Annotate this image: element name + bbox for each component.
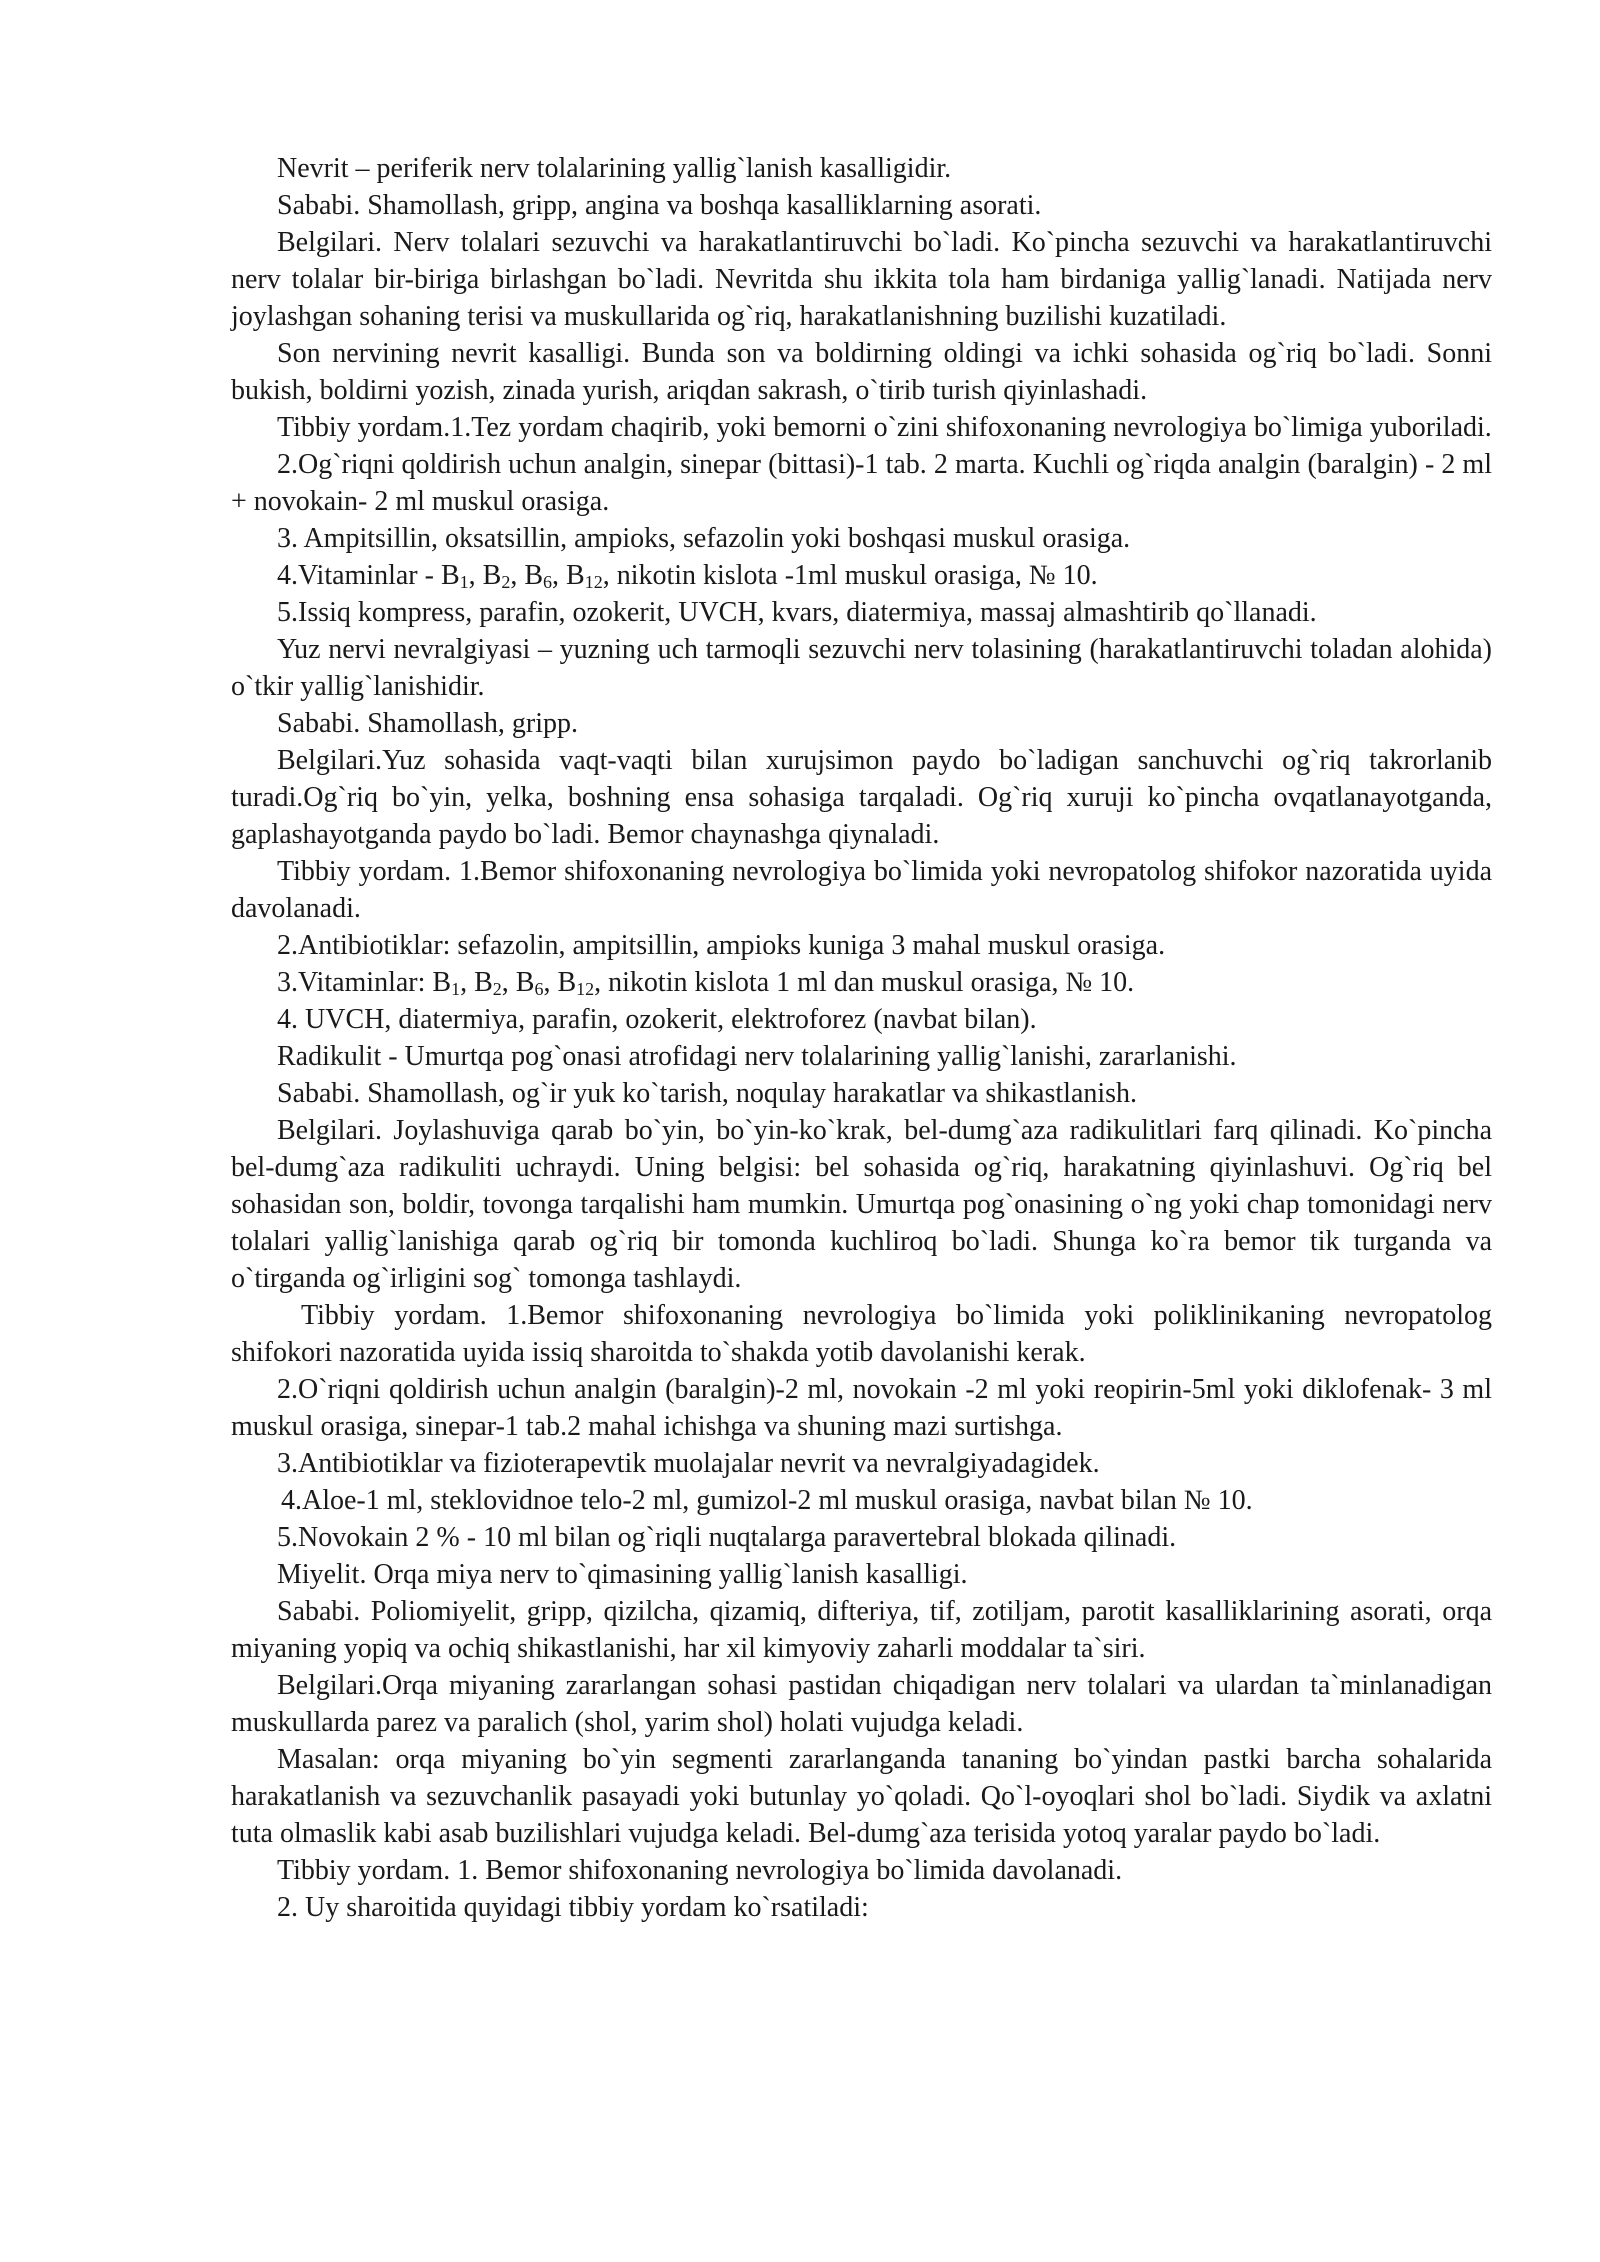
paragraph-p12 <box>231 742 1492 853</box>
paragraph-text: , B <box>460 967 493 998</box>
document-page <box>231 150 1492 1926</box>
paragraph-text: 2.Antibiotiklar: sefazolin, ampitsillin, ampioks kuniga 3 mahal muskul orasiga. <box>277 930 1166 961</box>
paragraph-p13 <box>231 853 1492 927</box>
paragraph-p09 <box>231 594 1492 631</box>
paragraph-p16 <box>231 1001 1492 1038</box>
paragraph-text: , B <box>552 560 585 591</box>
paragraph-text: Radikulit - Umurtqa pog`onasi atrofidagi nerv tolalarining yallig`lanishi, zararlanishi. <box>277 1041 1237 1072</box>
paragraph-p14 <box>231 927 1492 964</box>
paragraph-text: , B <box>543 967 577 998</box>
paragraph-text: Tibbiy yordam. 1. Bemor shifoxonaning nevrologiya bo`limida davolanadi. <box>277 1855 1123 1886</box>
paragraph-text: 3.Antibiotiklar va fizioterapevtik muolajalar nevrit va nevralgiyadagidek. <box>277 1448 1100 1479</box>
paragraph-text: , B <box>510 560 543 591</box>
paragraph-p08 <box>231 557 1492 594</box>
paragraph-p01 <box>231 150 1492 187</box>
paragraph-text: Belgilari. Joylashuviga qarab bo`yin, bo`yin-ko`krak, bel-dumg`aza radikulitlari farq qilinadi. Ko`pincha bel-dumg`aza radikuliti uchraydi. Uning belgisi: bel sohasida og`riq, harakatning qiyinlashuvi. Og`riq bel sohasidan son, boldir, tovonga tarqalishi ham mumkin. Umurtqa pog`onasining o`ng yoki chap tomonidagi nerv tolalari yallig`lanishiga qarab og`riq bir tomonda kuchliroq bo`ladi. Shunga ko`ra bemor tik turganda va o`tirganda og`irligini sog` tomonga tashlaydi. <box>231 1115 1492 1294</box>
paragraph-p19 <box>231 1112 1492 1297</box>
paragraph-text: Sababi. Shamollash, gripp, angina va boshqa kasalliklarning asorati. <box>277 190 1042 221</box>
paragraph-p15 <box>231 964 1492 1001</box>
paragraph-text: 3. Ampitsillin, oksatsillin, ampioks, sefazolin yoki boshqasi muskul orasiga. <box>277 523 1131 554</box>
subscript-text: 6 <box>534 979 544 999</box>
paragraph-text: Belgilari. Nerv tolalari sezuvchi va harakatlantiruvchi bo`ladi. Ko`pincha sezuvchi va harakatlantiruvchi nerv tolalar bir-biriga birlashgan bo`ladi. Nevritda shu ikkita tola ham birdaniga yallig`lanadi. Natijada nerv joylashgan sohaning terisi va muskullarida og`riq, harakatlanishning buzilishi kuzatiladi. <box>231 227 1492 332</box>
paragraph-p27 <box>231 1667 1492 1741</box>
paragraph-text: Miyelit. Orqa miya nerv to`qimasining yallig`lanish kasalligi. <box>277 1559 968 1590</box>
paragraph-text: , B <box>501 967 535 998</box>
paragraph-p20 <box>231 1297 1492 1371</box>
paragraph-p18 <box>231 1075 1492 1112</box>
paragraph-p02 <box>231 187 1492 224</box>
paragraph-p28 <box>231 1741 1492 1852</box>
paragraph-p17 <box>231 1038 1492 1075</box>
paragraph-text: 5.Novokain 2 % - 10 ml bilan og`riqli nuqtalarga paravertebral blokada qilinadi. <box>277 1522 1177 1553</box>
paragraph-text: Masalan: orqa miyaning bo`yin segmenti zararlanganda tananing bo`yindan pastki barcha sohalarida harakatlanish va sezuvchanlik pasayadi yoki butunlay yo`qoladi. Qo`l-oyoqlari shol bo`ladi. Siydik va axlatni tuta olmaslik kabi asab buzilishlari vujudga keladi. Bel-dumg`aza terisida yotoq yaralar paydo bo`ladi. <box>231 1744 1492 1849</box>
paragraph-p03 <box>231 224 1492 335</box>
paragraph-p26 <box>231 1593 1492 1667</box>
paragraph-p07 <box>231 520 1492 557</box>
paragraph-text: Son nervining nevrit kasalligi. Bunda son va boldirning oldingi va ichki sohasida og`riq bo`ladi. Sonni bukish, boldirni yozish, zinada yurish, ariqdan sakrash, o`tirib turish qiyinlashadi. <box>231 338 1492 406</box>
paragraph-text: , B <box>468 560 502 591</box>
paragraph-p25 <box>231 1556 1492 1593</box>
paragraph-text: Nevrit – periferik nerv tolalarining yallig`lanish kasalligidir. <box>277 153 952 184</box>
paragraph-p23 <box>231 1482 1492 1519</box>
paragraph-text: Tibbiy yordam.1.Tez yordam chaqirib, yoki bemorni o`zini shifoxonaning nevrologiya bo`limiga yuboriladi. <box>277 412 1492 443</box>
paragraph-text: Belgilari.Yuz sohasida vaqt-vaqti bilan xurujsimon paydo bo`ladigan sanchuvchi og`riq takrorlanib turadi.Og`riq bo`yin, yelka, boshning ensa sohasiga tarqaladi. Og`riq xuruji ko`pincha ovqatlanayotganda, gaplashayotganda paydo bo`ladi. Bemor chaynashga qiynaladi. <box>231 745 1492 850</box>
subscript-text: 2 <box>492 979 502 999</box>
paragraph-p30 <box>231 1889 1492 1926</box>
subscript-text: 12 <box>584 572 603 592</box>
paragraph-text: 2.O`riqni qoldirish uchun analgin (baralgin)-2 ml, novokain -2 ml yoki reopirin-5ml yoki diklofenak- 3 ml muskul orasiga, sinepar-1 tab.2 mahal ichishga va shuning mazi surtishga. <box>231 1374 1492 1442</box>
subscript-text: 1 <box>451 979 461 999</box>
subscript-text: 2 <box>501 572 511 592</box>
paragraph-p22 <box>231 1445 1492 1482</box>
subscript-text: 1 <box>459 572 469 592</box>
paragraph-text: , nikotin kislota 1 ml dan muskul orasiga, № 10. <box>594 967 1135 998</box>
paragraph-p10 <box>231 631 1492 705</box>
paragraph-p06 <box>231 446 1492 520</box>
paragraph-p24 <box>231 1519 1492 1556</box>
subscript-text: 12 <box>576 979 595 999</box>
paragraph-text: 2.Og`riqni qoldirish uchun analgin, sinepar (bittasi)-1 tab. 2 marta. Kuchli og`riqda analgin (baralgin) - 2 ml + novokain- 2 ml muskul orasiga. <box>231 449 1492 517</box>
paragraph-text: Tibbiy yordam. 1.Bemor shifoxonaning nevrologiya bo`limida yoki nevropatolog shifokor nazoratida uyida davolanadi. <box>231 856 1492 924</box>
paragraph-text: 4.Aloe-1 ml, steklovidnoe telo-2 ml, gumizol-2 ml muskul orasiga, navbat bilan № 10. <box>281 1485 1253 1516</box>
paragraph-p29 <box>231 1852 1492 1889</box>
paragraph-text: Sababi. Poliomiyelit, gripp, qizilcha, qizamiq, difteriya, tif, zotiljam, parotit kasalliklarining asorati, orqa miyaning yopiq va ochiq shikastlanishi, har xil kimyoviy zaharli moddalar ta`siri. <box>231 1596 1492 1664</box>
paragraph-text: 4.Vitaminlar - B <box>277 560 460 591</box>
paragraph-text: 5.Issiq kompress, parafin, ozokerit, UVCH, kvars, diatermiya, massaj almashtirib qo`llanadi. <box>277 597 1317 628</box>
paragraph-text: Sababi. Shamollash, og`ir yuk ko`tarish, noqulay harakatlar va shikastlanish. <box>277 1078 1138 1109</box>
paragraph-p04 <box>231 335 1492 409</box>
paragraph-p11 <box>231 705 1492 742</box>
paragraph-text: Yuz nervi nevralgiyasi – yuzning uch tarmoqli sezuvchi nerv tolasining (harakatlantiruvchi toladan alohida) o`tkir yallig`lanishidir. <box>231 634 1492 702</box>
paragraph-p21 <box>231 1371 1492 1445</box>
paragraph-text: 3.Vitaminlar: B <box>277 967 452 998</box>
paragraph-text: Tibbiy yordam. 1.Bemor shifoxonaning nevrologiya bo`limida yoki poliklinikaning nevropatolog shifokori nazoratida uyida issiq sharoitda to`shakda yotib davolanishi kerak. <box>231 1300 1492 1368</box>
paragraph-text: Sababi. Shamollash, gripp. <box>277 708 578 739</box>
subscript-text: 6 <box>543 572 552 592</box>
paragraph-text: 4. UVCH, diatermiya, parafin, ozokerit, elektroforez (navbat bilan). <box>277 1004 1037 1035</box>
paragraph-text: Belgilari.Orqa miyaning zararlangan sohasi pastidan chiqadigan nerv tolalari va ulardan ta`minlanadigan muskullarda parez va paralich (shol, yarim shol) holati vujudga keladi. <box>231 1670 1492 1738</box>
paragraph-text: 2. Uy sharoitida quyidagi tibbiy yordam ko`rsatiladi: <box>277 1892 869 1923</box>
paragraph-p05 <box>231 409 1492 446</box>
paragraph-text: , nikotin kislota -1ml muskul orasiga, № 10. <box>602 560 1098 591</box>
